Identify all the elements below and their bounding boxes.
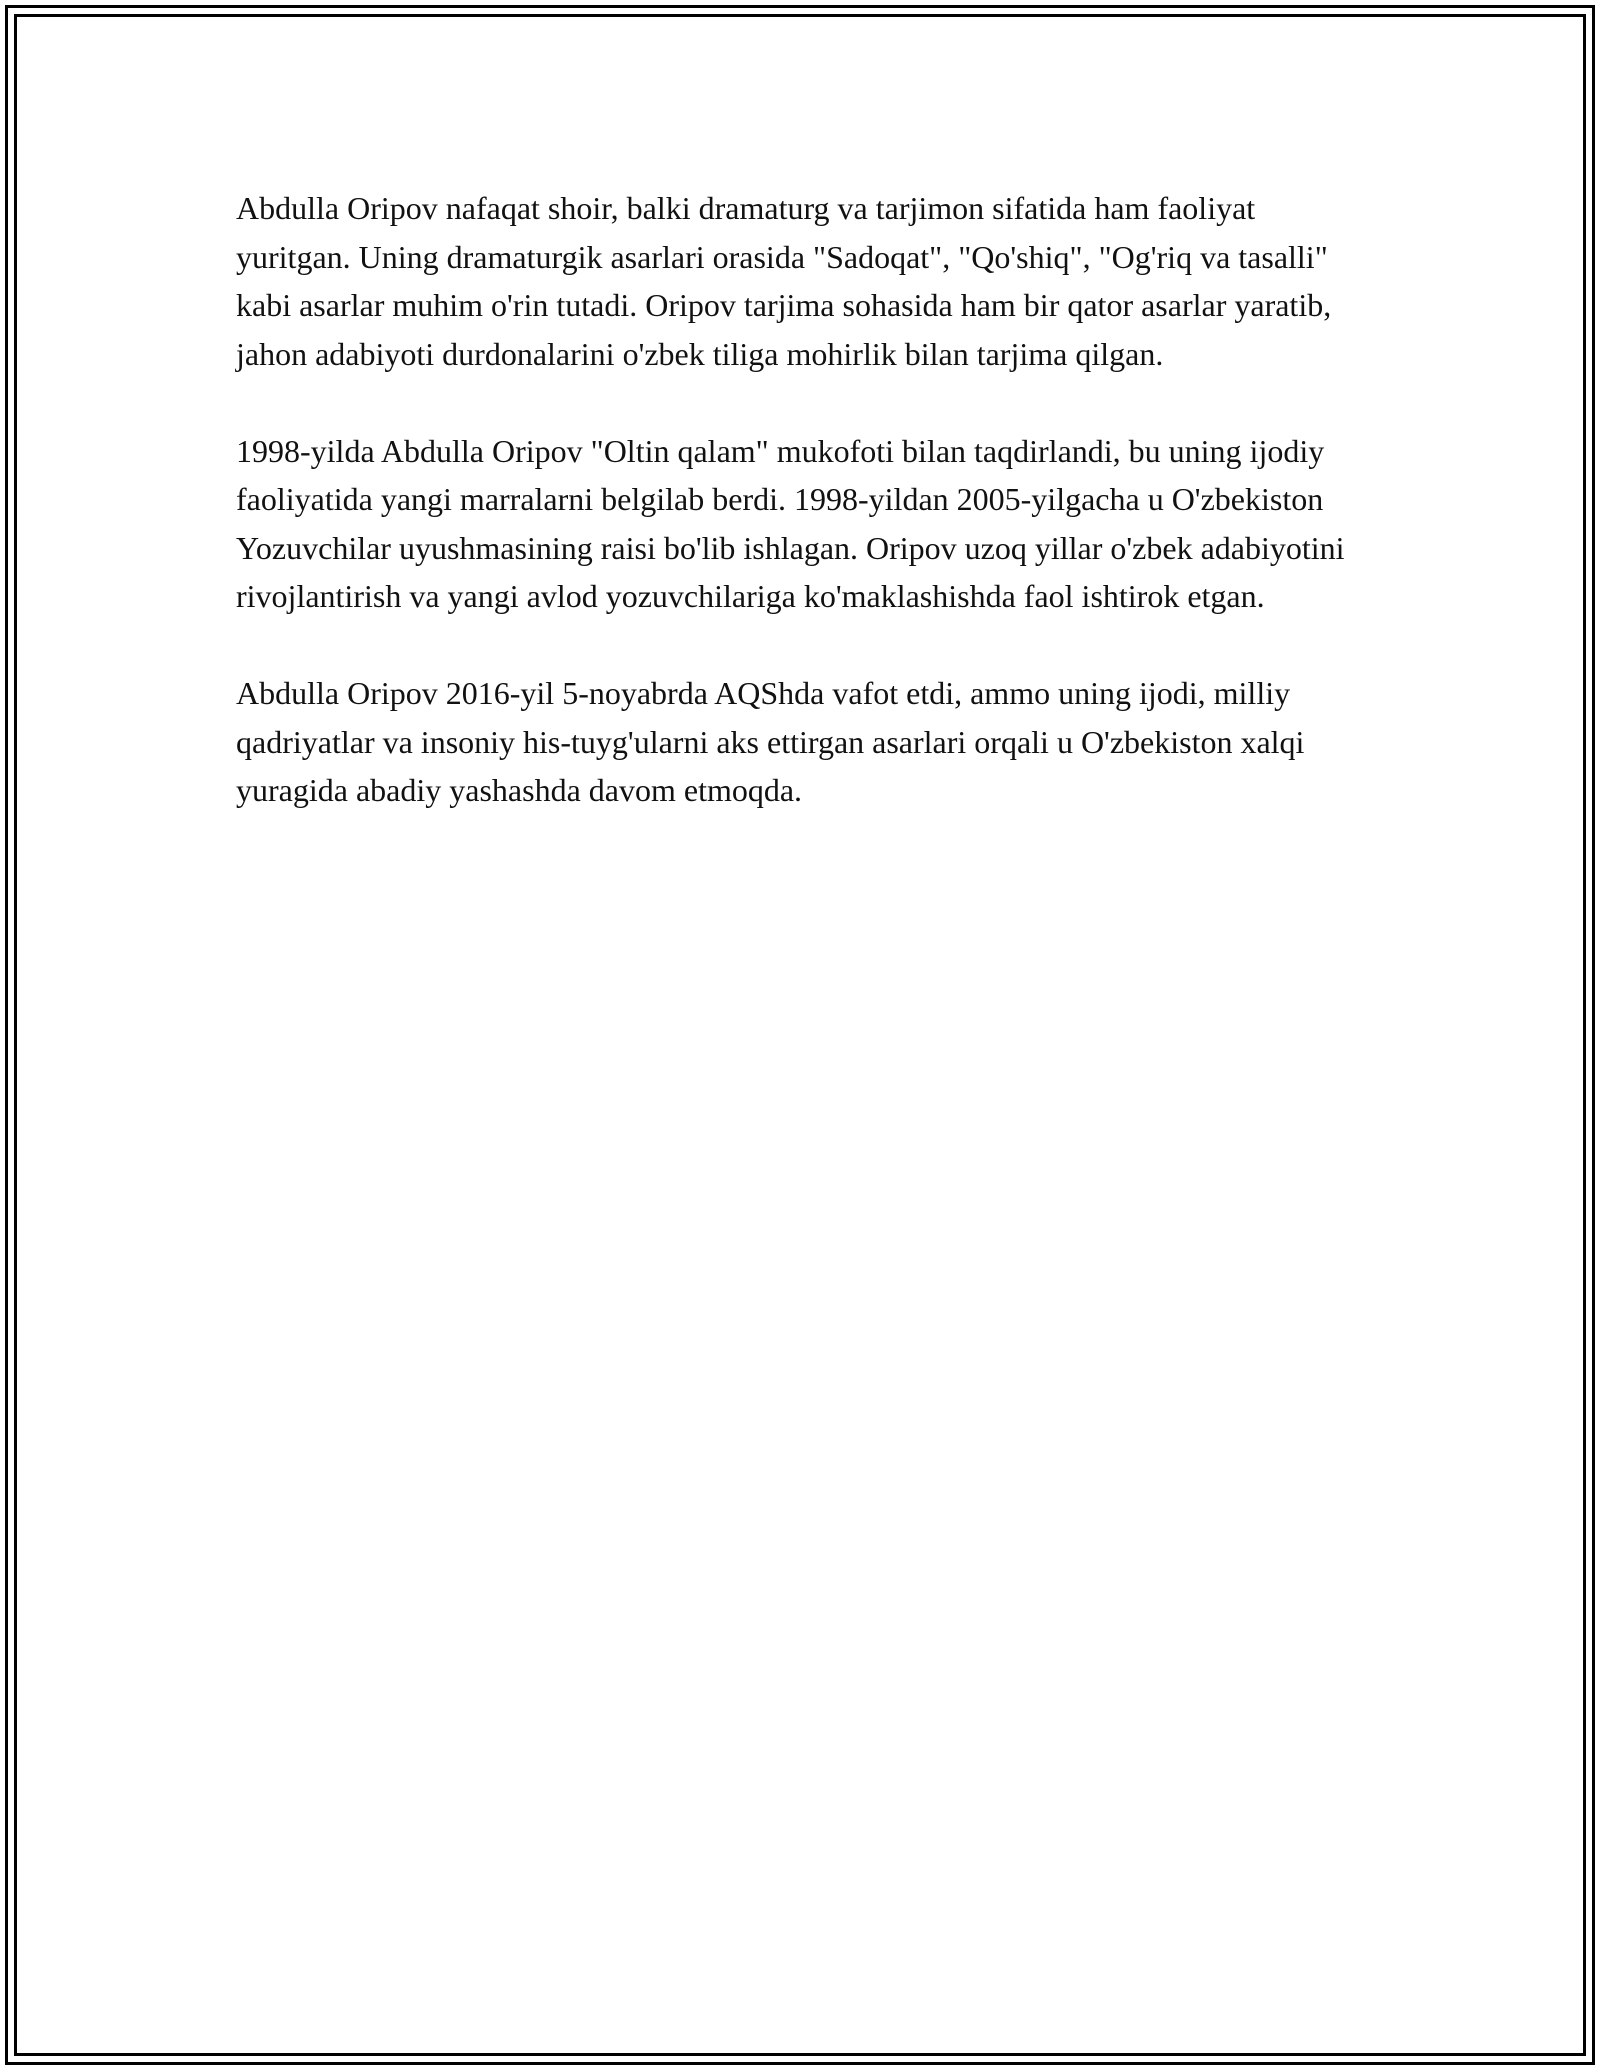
paragraph: Abdulla Oripov 2016-yil 5-noyabrda AQShda vafot etdi, ammo uning ijodi, milliy qadriyatlar va insoniy his-tuyg'ularni aks ettirgan asarlari orqali u O'zbekiston xalqi yuragida abadiy yashashda davom etmoqda. [236, 675, 1305, 808]
paragraph: Abdulla Oripov nafaqat shoir, balki dramaturg va tarjimon sifatida ham faoliyat yuritgan. Uning dramaturgik asarlari orasida "Sadoqat", "Qo'shiq", "Og'riq va tasalli" kabi asarlar muhim o'rin tutadi. Oripov tarjima sohasida ham bir qator asarlar yaratib, jahon adabiyoti durdonalarini o'zbek tiliga mohirlik bilan tarjima qilgan. [236, 190, 1332, 372]
document-body [236, 184, 1366, 815]
paragraph: 1998-yilda Abdulla Oripov "Oltin qalam" mukofoti bilan taqdirlandi, bu uning ijodiy faoliyatida yangi marralarni belgilab berdi. 1998-yildan 2005-yilgacha u O'zbekiston Yozuvchilar uyushmasining raisi bo'lib ishlagan. Oripov uzoq yillar o'zbek adabiyotini rivojlantirish va yangi avlod yozuvchilariga ko'maklashishda faol ishtirok etgan. [236, 432, 1345, 614]
